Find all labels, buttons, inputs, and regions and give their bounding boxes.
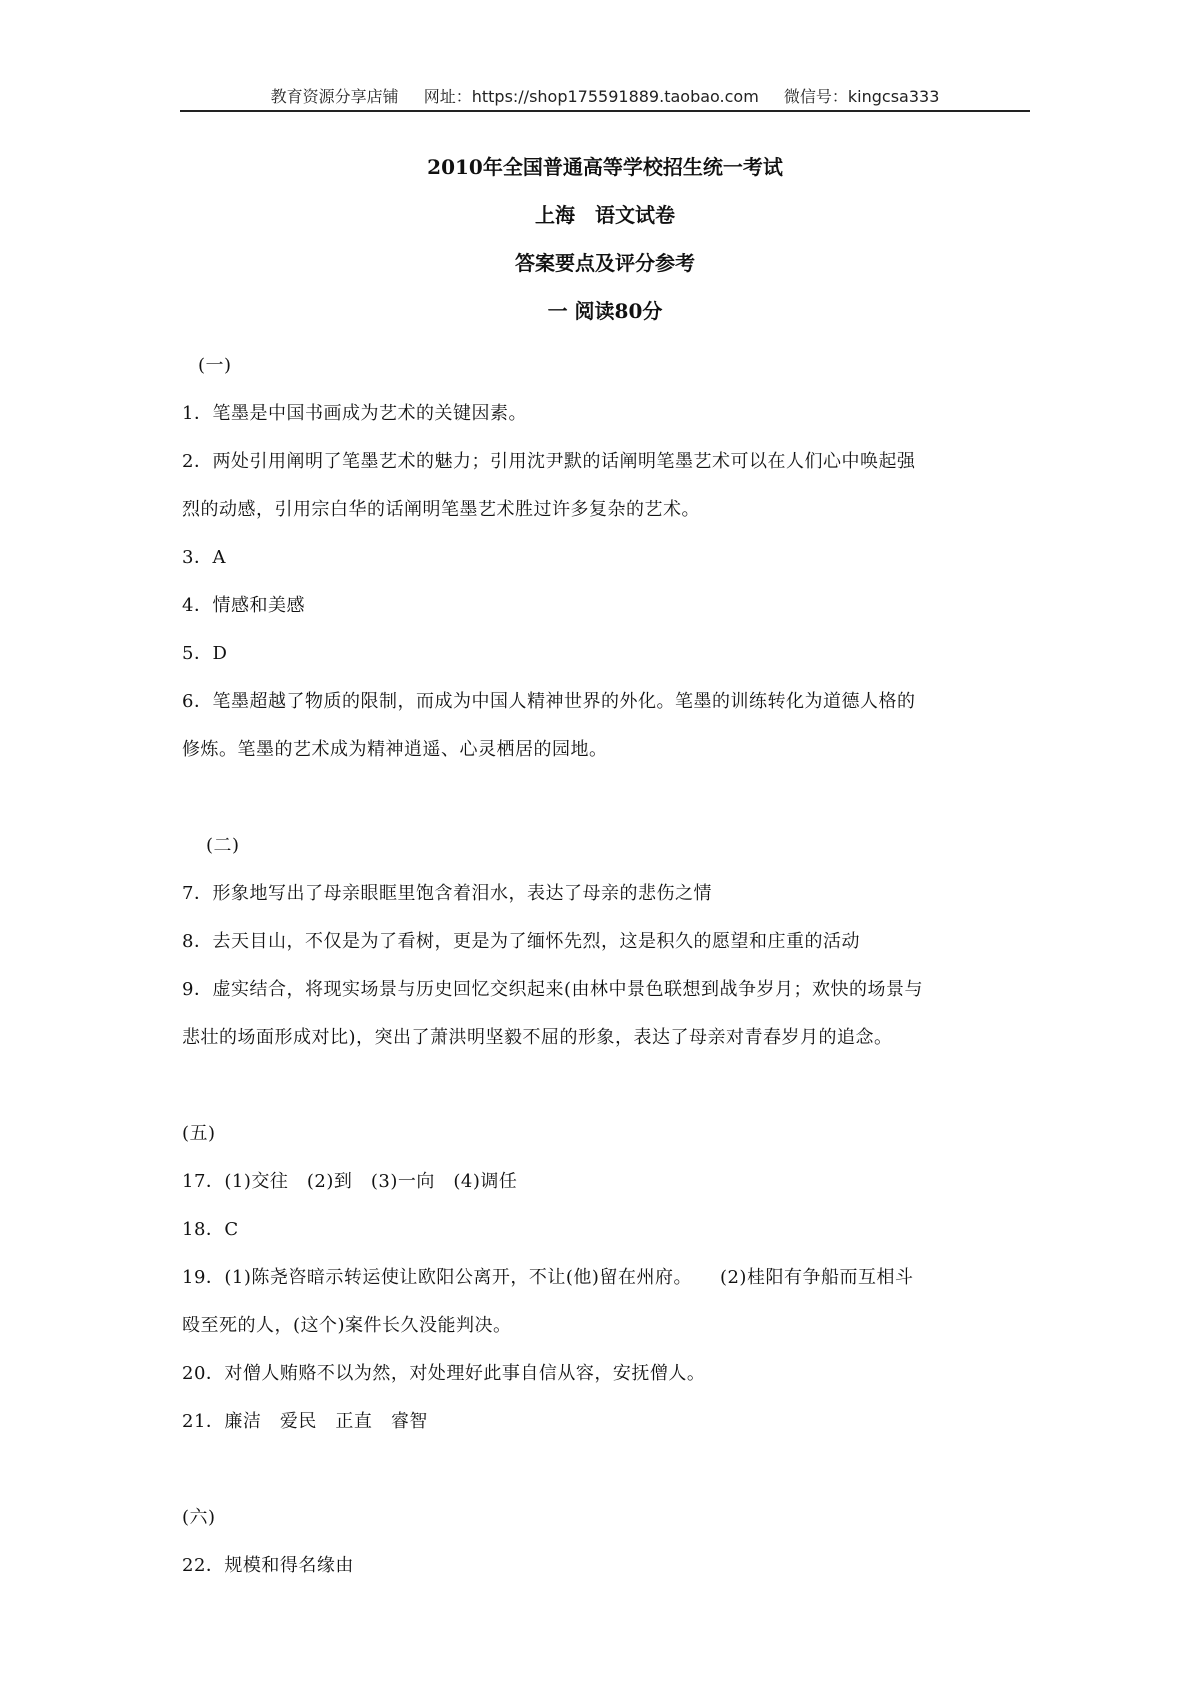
answer-line: 殴至死的人，(这个)案件长久没能判决。 — [182, 1315, 512, 1336]
answer-line: 1．笔墨是中国书画成为艺术的关键因素。 — [182, 403, 527, 424]
answer-line: 18．C — [182, 1219, 239, 1240]
answer-line: 4．情感和美感 — [182, 595, 305, 616]
answer-body — [182, 342, 1032, 1590]
answer-line: 17．(1)交往 (2)到 (3)一向 (4)调任 — [182, 1171, 518, 1192]
answer-line: 修炼。笔墨的艺术成为精神逍遥、心灵栖居的园地。 — [182, 739, 608, 760]
exam-title: 2010年全国普通高等学校招生统一考试 — [427, 155, 783, 179]
exam-subtitle: 上海 语文试卷 — [535, 203, 675, 227]
spacer — [182, 1446, 1032, 1494]
answer-line: 22．规模和得名缘由 — [182, 1555, 354, 1576]
spacer — [182, 774, 1032, 822]
part-title: 一 阅读80分 — [547, 299, 663, 323]
section-label-5: (五) — [182, 1123, 216, 1144]
answer-line: 21．廉洁 爱民 正直 睿智 — [182, 1411, 428, 1432]
answer-line: 烈的动感，引用宗白华的话阐明笔墨艺术胜过许多复杂的艺术。 — [182, 499, 700, 520]
answer-line: 3．A — [182, 547, 226, 568]
answer-line: 19．(1)陈尧咨暗示转运使让欧阳公离开，不让(他)留在州府。 (2)桂阳有争船而互相斗 — [182, 1267, 914, 1288]
answer-line: 6．笔墨超越了物质的限制，而成为中国人精神世界的外化。笔墨的训练转化为道德人格的 — [182, 691, 916, 712]
header-shop: 教育资源分享店铺 — [270, 87, 399, 106]
page-header — [180, 84, 1030, 107]
answer-line: 9．虚实结合，将现实场景与历史回忆交织起来(由林中景色联想到战争岁月；欢快的场景与 — [182, 979, 923, 1000]
answer-line: 悲壮的场面形成对比)，突出了萧洪明坚毅不屈的形象，表达了母亲对青春岁月的追念。 — [182, 1027, 893, 1048]
section-label-1: (一) — [198, 355, 232, 376]
spacer — [182, 1062, 1032, 1110]
answer-line: 20．对僧人贿赂不以为然，对处理好此事自信从容，安抚僧人。 — [182, 1363, 706, 1384]
header-wechat: 微信号：kingcsa333 — [783, 87, 940, 106]
header-url: 网址：https://shop175591889.taobao.com — [423, 87, 759, 106]
answer-line: 8．去天目山，不仅是为了看树，更是为了缅怀先烈，这是积久的愿望和庄重的活动 — [182, 931, 860, 952]
answer-line: 7．形象地写出了母亲眼眶里饱含着泪水，表达了母亲的悲伤之情 — [182, 883, 712, 904]
answer-line: 2．两处引用阐明了笔墨艺术的魅力；引用沈尹默的话阐明笔墨艺术可以在人们心中唤起强 — [182, 451, 916, 472]
answer-line: 5．D — [182, 643, 228, 664]
title-block — [180, 155, 1030, 347]
document-title: 答案要点及评分参考 — [515, 251, 695, 275]
section-label-6: (六) — [182, 1507, 216, 1528]
header-divider — [180, 110, 1030, 112]
section-label-2: (二) — [206, 835, 240, 856]
